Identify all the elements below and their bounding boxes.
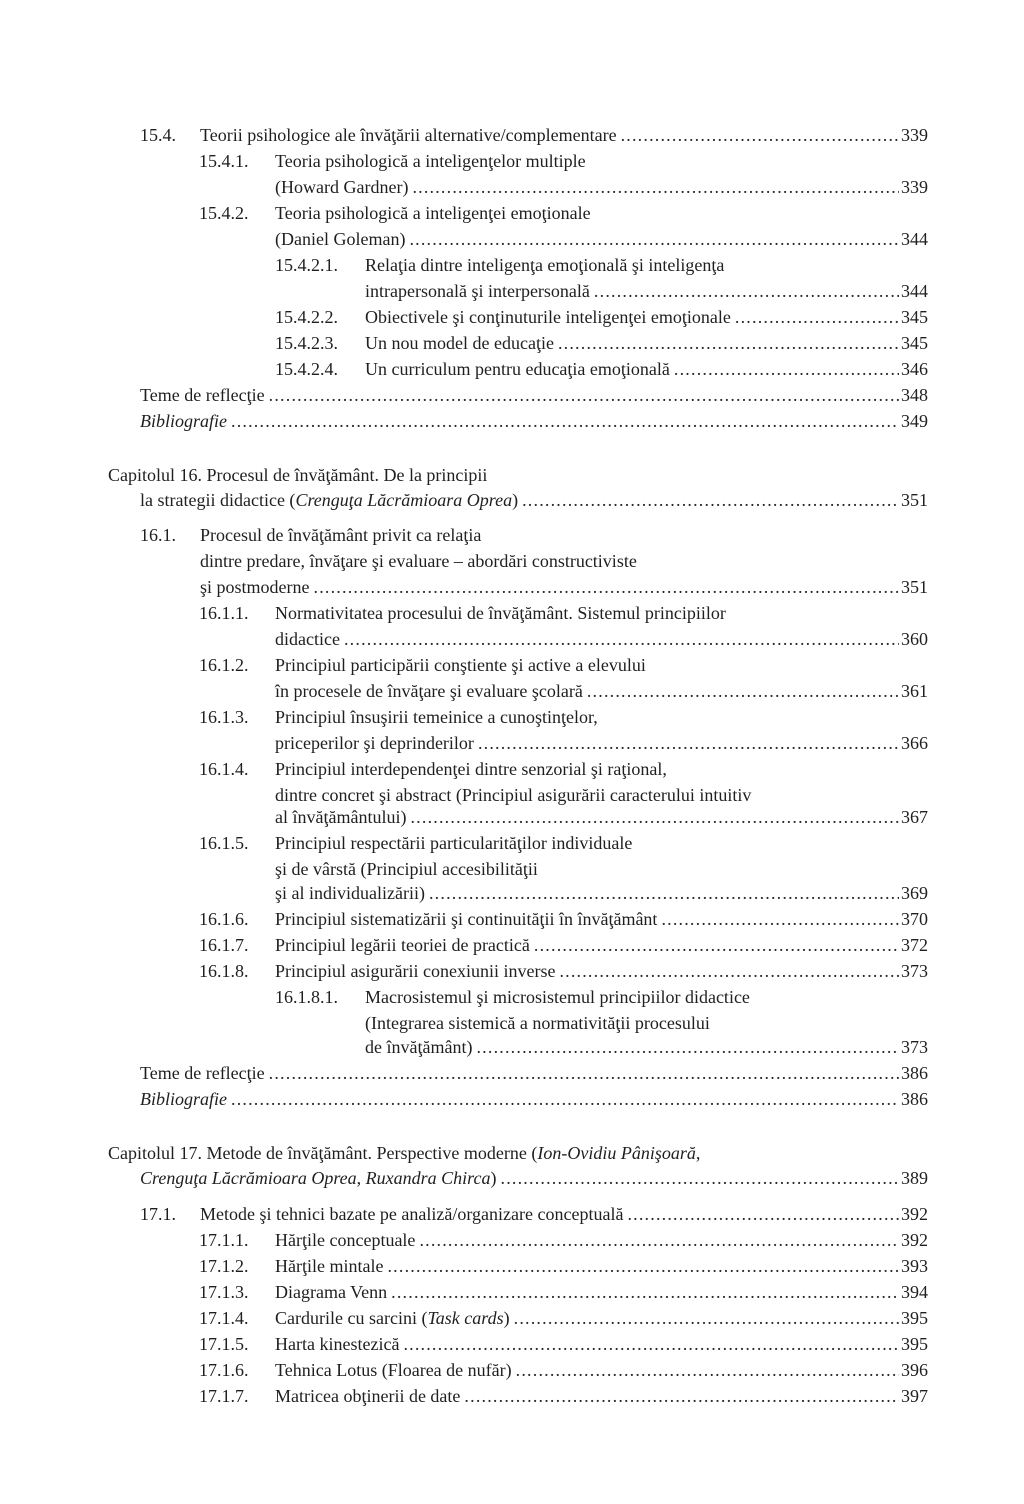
entry-page: 344: [901, 281, 928, 301]
dot-leader: [314, 574, 900, 600]
toc-entry: [199, 906, 928, 932]
entry-page: 392: [901, 1230, 928, 1250]
author-name: Ruxandra Chirca: [365, 1168, 491, 1188]
entry-number: 17.1.: [140, 1204, 176, 1224]
entry-title: Procesul de învăţământ privit ca relaţia: [200, 525, 482, 545]
chapter-title: Capitolul 16. Procesul de învăţământ. De la principii: [108, 465, 488, 485]
dot-leader: [621, 122, 899, 148]
entry-page: 373: [901, 961, 928, 981]
toc-entry: [199, 1331, 928, 1357]
toc-entry-continuation: [365, 1010, 710, 1036]
dot-leader: [464, 1383, 899, 1409]
toc-entry: [199, 1305, 928, 1331]
dot-leader: [514, 1305, 899, 1331]
entry-page: 366: [901, 733, 928, 753]
toc-entry: [199, 200, 591, 226]
toc-entry-continuation: [200, 548, 637, 574]
toc-entry-reflection: [140, 1060, 928, 1086]
entry-page: 393: [901, 1256, 928, 1276]
entry-page: 394: [901, 1282, 928, 1302]
toc-entry: [140, 122, 928, 148]
entry-page: 397: [901, 1386, 928, 1406]
entry-number: 16.1.5.: [199, 833, 249, 853]
entry-number: 15.4.1.: [199, 151, 249, 171]
dot-leader: [735, 304, 899, 330]
toc-entry: [275, 330, 928, 356]
toc-entry-continuation: [275, 880, 928, 906]
entry-title: priceperilor şi deprinderilor: [275, 733, 474, 753]
dot-leader: [661, 906, 899, 932]
entry-title: în procesele de învăţare şi evaluare şcolară: [275, 681, 583, 701]
dot-leader: [231, 1086, 899, 1112]
author-name: Crenguţa Lăcrămioara Oprea: [140, 1168, 357, 1188]
entry-page: 360: [901, 629, 928, 649]
entry-title: Teme de reflecţie: [140, 1063, 265, 1083]
entry-number: 17.1.7.: [199, 1386, 249, 1406]
dot-leader: [627, 1201, 899, 1227]
entry-number: 17.1.4.: [199, 1308, 249, 1328]
entry-title: Bibliografie: [140, 1089, 227, 1109]
entry-title: Hărţile mintale: [275, 1256, 384, 1276]
toc-entry: [199, 1357, 928, 1383]
entry-title: Un nou model de educaţie: [365, 333, 554, 353]
entry-title: Teoria psihologică a inteligenţei emoţionale: [275, 203, 591, 223]
entry-title: Un curriculum pentru educaţia emoţională: [365, 359, 670, 379]
entry-title: intrapersonală şi interpersonală: [365, 281, 590, 301]
toc-entry: [199, 756, 667, 782]
toc-entry-continuation: [275, 856, 538, 882]
toc-entry-continuation: [275, 730, 928, 756]
entry-page: 370: [901, 909, 928, 929]
author-name: Ion-Ovidiu Pânişoară: [537, 1143, 696, 1163]
entry-number: 16.1.3.: [199, 707, 249, 727]
dot-leader: [674, 356, 899, 382]
entry-title: Principiul participării conştiente şi active a elevului: [275, 655, 646, 675]
dot-leader: [559, 958, 899, 984]
dot-leader: [501, 1165, 900, 1191]
entry-title: Principiul respectării particularităţilor individuale: [275, 833, 633, 853]
toc-entry: [140, 1201, 928, 1227]
dot-leader: [269, 1060, 899, 1086]
entry-page: 395: [901, 1334, 928, 1354]
toc-entry-continuation: [275, 626, 928, 652]
entry-title: Matricea obţinerii de date: [275, 1386, 461, 1406]
dot-leader: [476, 1034, 899, 1060]
toc-entry: [199, 600, 726, 626]
dot-leader: [516, 1357, 899, 1383]
entry-number: 15.4.2.2.: [275, 307, 338, 327]
entry-page: 345: [901, 333, 928, 353]
entry-number: 16.1.6.: [199, 909, 249, 929]
chapter-title: la strategii didactice (Crenguţa Lăcrămioara Oprea): [140, 490, 519, 510]
entry-page: 386: [901, 1089, 928, 1109]
dot-leader: [522, 487, 899, 513]
entry-page: 396: [901, 1360, 928, 1380]
chapter-title: Crenguţa Lăcrămioara Oprea, Ruxandra Chirca): [140, 1168, 497, 1188]
toc-entry-bibliography: [140, 1086, 928, 1112]
entry-number: 16.1.2.: [199, 655, 249, 675]
entry-number: 16.1.1.: [199, 603, 249, 623]
dot-leader: [344, 626, 899, 652]
entry-title: Metode şi tehnici bazate pe analiză/organizare conceptuală: [200, 1204, 624, 1224]
toc-entry: [275, 356, 928, 382]
toc-entry: [199, 958, 928, 984]
toc-entry: [199, 1279, 928, 1305]
entry-title: şi de vârstă (Principiul accesibilităţii: [275, 859, 538, 879]
entry-page: 367: [901, 807, 928, 827]
entry-title: (Daniel Goleman): [275, 229, 406, 249]
entry-title: Diagrama Venn: [275, 1282, 388, 1302]
dot-leader: [409, 226, 899, 252]
entry-number: 15.4.2.: [199, 203, 249, 223]
entry-title: Principiul asigurării conexiunii inverse: [275, 961, 556, 981]
entry-title: Obiectivele şi conţinuturile inteligenţei emoţionale: [365, 307, 731, 327]
entry-title: şi postmoderne: [200, 577, 310, 597]
entry-number: 16.1.: [140, 525, 176, 545]
dot-leader: [587, 678, 899, 704]
author-name: Crenguţa Lăcrămioara Oprea: [295, 490, 513, 510]
entry-title: Teme de reflecţie: [140, 385, 265, 405]
toc-entry-continuation: [200, 574, 928, 600]
dot-leader: [269, 382, 899, 408]
entry-title: Principiul însuşirii temeinice a cunoştinţelor,: [275, 707, 598, 727]
dot-leader: [419, 1227, 899, 1253]
entry-page: 372: [901, 935, 928, 955]
entry-page: 346: [901, 359, 928, 379]
entry-number: 17.1.1.: [199, 1230, 249, 1250]
toc-entry: [140, 522, 482, 548]
toc-entry: [199, 932, 928, 958]
entry-title: Bibliografie: [140, 411, 227, 431]
entry-page: 351: [901, 490, 928, 510]
entry-title: Normativitatea procesului de învăţământ. Sistemul principiilor: [275, 603, 726, 623]
chapter-heading-continuation: [140, 1165, 928, 1191]
entry-page: 339: [901, 177, 928, 197]
toc-entry-continuation: [275, 678, 928, 704]
entry-page: 395: [901, 1308, 928, 1328]
entry-page: 386: [901, 1063, 928, 1083]
entry-page: 351: [901, 577, 928, 597]
entry-page: 392: [901, 1204, 928, 1224]
entry-number: 16.1.7.: [199, 935, 249, 955]
entry-number: 16.1.4.: [199, 759, 249, 779]
entry-title: Teorii psihologice ale învăţării alternative/complementare: [200, 125, 617, 145]
toc-entry: [199, 704, 598, 730]
toc-entry: [275, 984, 750, 1010]
dot-leader: [410, 804, 899, 830]
entry-title: de învăţământ): [365, 1037, 473, 1057]
toc-entry: [199, 652, 646, 678]
entry-title: Macrosistemul şi microsistemul principiilor didactice: [365, 987, 750, 1007]
toc-entry: [275, 304, 928, 330]
toc-entry-continuation: [365, 278, 928, 304]
entry-title: dintre concret şi abstract (Principiul asigurării caracterului intuitiv: [275, 785, 752, 805]
toc-entry-continuation: [275, 804, 928, 830]
entry-number: 15.4.2.4.: [275, 359, 338, 379]
dot-leader: [558, 330, 899, 356]
toc-entry: [199, 148, 586, 174]
entry-title: Teoria psihologică a inteligenţelor multiple: [275, 151, 586, 171]
dot-leader: [387, 1253, 899, 1279]
toc-entry-bibliography: [140, 408, 928, 434]
entry-title: şi al individualizării): [275, 883, 425, 903]
entry-number: 15.4.: [140, 125, 176, 145]
dot-leader: [429, 880, 899, 906]
dot-leader: [403, 1331, 899, 1357]
entry-page: 349: [901, 411, 928, 431]
entry-title: Principiul interdependenţei dintre senzorial şi raţional,: [275, 759, 667, 779]
entry-title: Harta kinestezică: [275, 1334, 400, 1354]
dot-leader: [412, 174, 899, 200]
toc-entry-continuation: [275, 174, 928, 200]
entry-number: 17.1.3.: [199, 1282, 249, 1302]
entry-number: 16.1.8.1.: [275, 987, 338, 1007]
toc-entry: [199, 1227, 928, 1253]
dot-leader: [391, 1279, 899, 1305]
chapter-heading: [108, 462, 487, 488]
entry-title: Tehnica Lotus (Floarea de nufăr): [275, 1360, 512, 1380]
entry-title: dintre predare, învăţare şi evaluare – abordări constructiviste: [200, 551, 637, 571]
entry-title: Principiul legării teoriei de practică: [275, 935, 530, 955]
entry-page: 369: [901, 883, 928, 903]
toc-entry-continuation: [365, 1034, 928, 1060]
entry-page: 389: [901, 1168, 928, 1188]
entry-number: 15.4.2.1.: [275, 255, 338, 275]
entry-number: 16.1.8.: [199, 961, 249, 981]
dot-leader: [594, 278, 899, 304]
toc-entry-reflection: [140, 382, 928, 408]
entry-page: 373: [901, 1037, 928, 1057]
entry-title: (Integrarea sistemică a normativităţii procesului: [365, 1013, 710, 1033]
entry-title: didactice: [275, 629, 340, 649]
entry-page: 339: [901, 125, 928, 145]
toc-entry: [199, 1253, 928, 1279]
toc-entry: [275, 252, 725, 278]
entry-page: 344: [901, 229, 928, 249]
entry-page: 345: [901, 307, 928, 327]
entry-page: 348: [901, 385, 928, 405]
entry-number: 17.1.6.: [199, 1360, 249, 1380]
entry-page: 361: [901, 681, 928, 701]
entry-title: Hărţile conceptuale: [275, 1230, 416, 1250]
chapter-title: Capitolul 17. Metode de învăţământ. Perspective moderne (Ion-Ovidiu Pânişoară,: [108, 1143, 701, 1163]
chapter-heading: [108, 1140, 700, 1166]
toc-entry-continuation: [275, 226, 928, 252]
dot-leader: [478, 730, 899, 756]
dot-leader: [534, 932, 899, 958]
entry-title: Principiul sistematizării şi continuităţii în învăţământ: [275, 909, 658, 929]
entry-title: Cardurile cu sarcini (Task cards): [275, 1308, 510, 1328]
toc-entry: [199, 1383, 928, 1409]
entry-title: Relaţia dintre inteligenţa emoţională şi inteligenţa: [365, 255, 725, 275]
toc-entry: [199, 830, 633, 856]
entry-number: 15.4.2.3.: [275, 333, 338, 353]
entry-title: al învăţământului): [275, 807, 407, 827]
entry-number: 17.1.5.: [199, 1334, 249, 1354]
entry-number: 17.1.2.: [199, 1256, 249, 1276]
dot-leader: [231, 408, 899, 434]
entry-title: (Howard Gardner): [275, 177, 409, 197]
chapter-heading-continuation: [140, 487, 928, 513]
